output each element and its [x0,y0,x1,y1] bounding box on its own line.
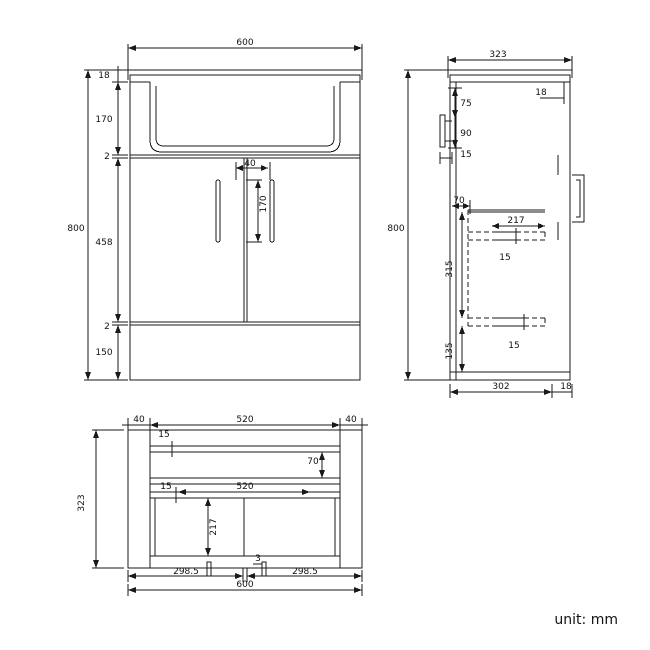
dim-plan-half-right: 298.5 [292,567,318,577]
dim-front-overall-height: 800 [67,224,85,234]
plan-view-geometry [122,425,368,576]
dim-side-overall-height: 800 [387,224,405,234]
dim-plan-shelf-depth: 217 [209,518,219,536]
dim-side-lower-height: 135 [445,342,455,360]
dim-side-top-front: 18 [535,88,547,98]
dim-plan-depth: 323 [77,494,87,512]
dim-plan-inner-width-top: 520 [236,415,254,425]
front-dimension-lines [84,44,362,380]
dim-side-shelf-depth: 217 [507,216,525,226]
dim-front-handle-length: 170 [259,195,269,213]
dim-side-shelf-thk-2: 15 [508,341,520,351]
dim-side-bracket-offset: 15 [460,150,472,160]
dim-front-gap-2: 2 [104,322,110,332]
dim-side-base-depth: 302 [492,382,510,392]
dim-front-gap-1: 2 [104,152,110,162]
front-elevation-geometry [128,70,362,380]
dim-plan-inner-width-mid: 520 [236,482,254,492]
unit-note: unit: mm [554,612,618,628]
dim-side-base-front: 18 [560,382,572,392]
dim-front-top-lip: 18 [98,71,110,81]
dim-side-bracket-height: 90 [460,129,472,139]
dim-plan-half-left: 298.5 [173,567,199,577]
dim-plan-right-wing: 40 [345,415,357,425]
dim-side-overall-depth: 323 [489,50,507,60]
dim-front-door-height: 458 [95,238,113,248]
dim-side-shelf-offset: 70 [453,196,465,206]
dim-side-top-back: 75 [460,99,472,109]
dim-side-shelf-thk-1: 15 [499,253,511,263]
dim-plan-rear-depth: 70 [307,457,319,467]
dim-front-basin-height: 170 [95,115,113,125]
dim-plan-left-wing: 40 [133,415,145,425]
dim-side-inner-height: 315 [445,260,455,278]
dim-front-handle-offset: 40 [244,159,256,169]
dim-plan-overall-width: 600 [236,580,254,590]
dim-plan-center-gap: 3 [255,554,261,564]
dim-plan-thk-mid: 15 [160,482,172,492]
dim-front-overall-width: 600 [236,38,254,48]
dim-front-drawer-height: 150 [95,348,113,358]
dim-plan-thk-top: 15 [158,430,170,440]
plan-dimension-lines [92,418,362,596]
side-dimension-lines [404,56,572,398]
